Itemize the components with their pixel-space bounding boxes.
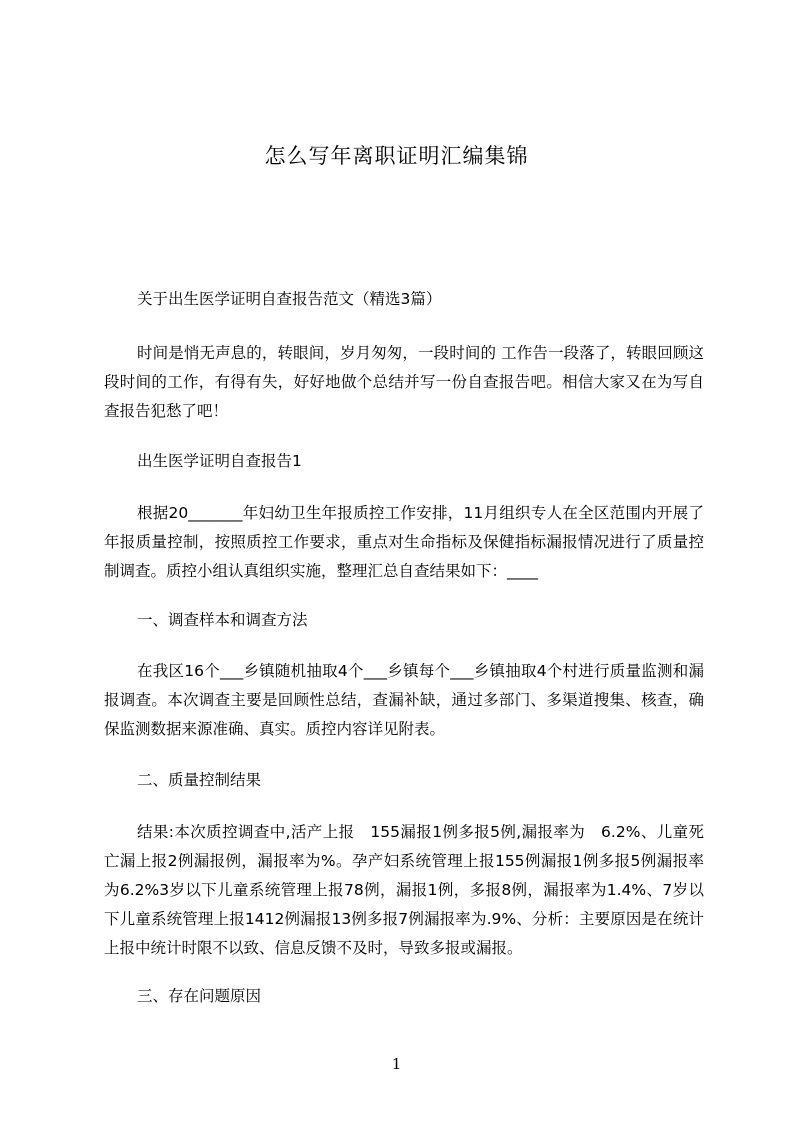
report-paragraph: 根据20_______年妇幼卫生年报质控工作安排，11月组织专人在全区范围内开展了年报质量控制，按照质控工作要求，重点对生命指标及保健指标漏报情况进行了质量控制调查。质控小组认真组织实施，整理汇总自查结果如下：____ (104, 504, 704, 580)
page-number: 1 (391, 1055, 402, 1073)
section2-paragraph: 结果:本次质控调查中,活产上报 155漏报1例多报5例,漏报率为 6.2%、儿童死亡漏上报2例漏报例，漏报率为%。孕产妇系统管理上报155例漏报1例多报5例漏报率为6.2%3岁以下儿童系统管理上报78例，漏报1例，多报8例，漏报率为1.4%、7岁以下儿童系统管理上报1412例漏报13例多报7例漏报率为.9%、分析：主要原因是在统计上报中统计时限不以致、信息反馈不及时，导致多报或漏报。 (104, 823, 704, 957)
intro-paragraph: 时间是悄无声息的，转眼间，岁月匆匆，一段时间的 工作告一段落了，转眼回顾这段时间的工作，有得有失，好好地做个总结并写一份自查报告吧。相信大家又在为写自查报告犯愁了吧！ (104, 344, 704, 420)
report-heading: 出生医学证明自查报告1 (137, 452, 302, 470)
section3-heading: 三、存在问题原因 (137, 987, 262, 1005)
section1-heading: 一、调查样本和调查方法 (137, 611, 308, 629)
section1-paragraph: 在我区16个___乡镇随机抽取4个___乡镇每个___乡镇抽取4个村进行质量监测和漏报调查。本次调查主要是回顾性总结，查漏补缺，通过多部门、多渠道搜集、核查，确保监测数据来源准确、真实。质控内容详见附表。 (104, 662, 704, 738)
section2-heading: 二、质量控制结果 (137, 771, 262, 789)
document-title: 怎么写年离职证明汇编集锦 (264, 144, 529, 168)
document-subtitle: 关于出生医学证明自查报告范文（精选3篇） (137, 290, 442, 308)
